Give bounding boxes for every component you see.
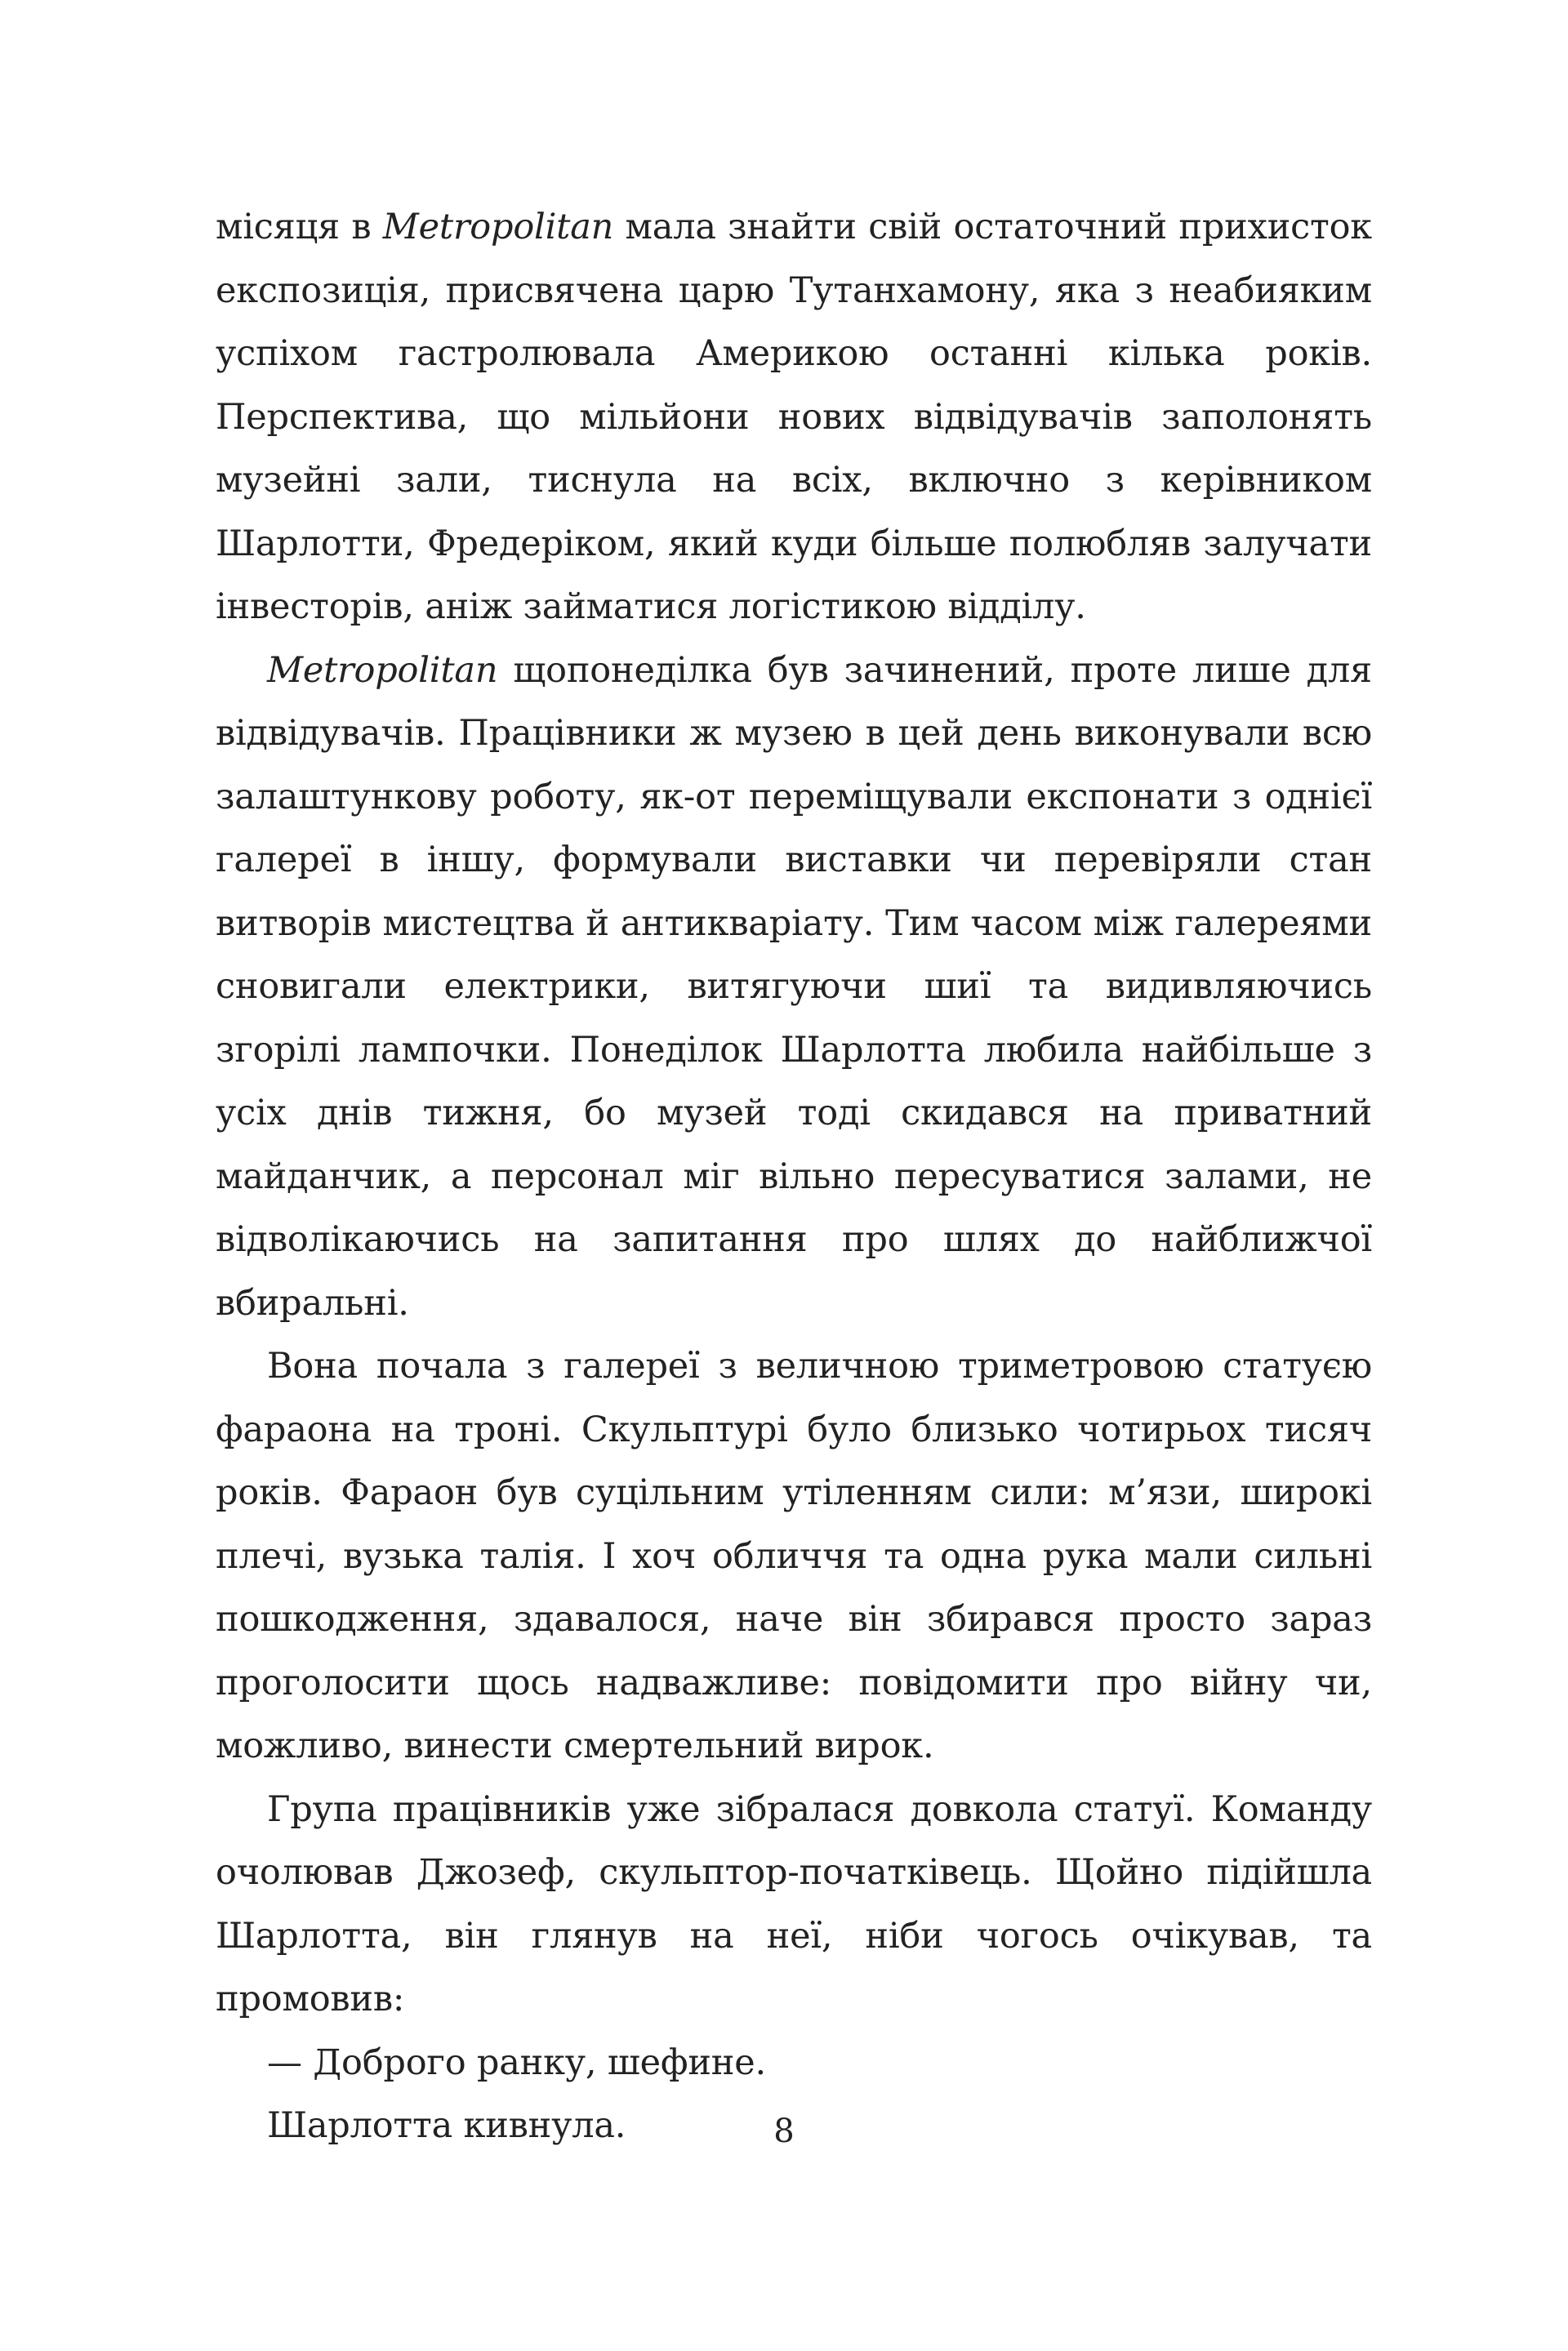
text-segment: Вона почала з галереї з величною триметровою статуєю фараона на троні. Скульптурі було близько чотирьох тисяч років. Фараон був суцільним утіленням сили: м’язи, широкі плечі, вузька талія. І хоч обличчя та одна рука мали сильні пошкодження, здавалося, наче він збирався просто зараз проголосити щось надважливе: повідомити про війну чи, можливо, винести смертельний вирок. — [216, 1346, 1372, 1766]
text-segment: Група працівників уже зібралася довкола статуї. Команду очолював Джозеф, скульптор-початківець. Щойно підійшла Шарлотта, він глянув на неї, ніби чогось очікував, та промовив: — [216, 1788, 1372, 2019]
paragraph — [216, 1779, 1372, 2032]
text-segment: місяця в — [216, 207, 383, 247]
text-segment: — Доброго ранку, шефине. — [267, 2042, 766, 2083]
paragraph — [216, 639, 1372, 1336]
italic-text: Metropolitan — [382, 207, 614, 247]
paragraph — [216, 2032, 1372, 2095]
paragraph — [216, 1335, 1372, 1779]
text-segment: мала знайти свій остаточний прихисток експозиція, присвячена царю Тутанхамону, яка з неабияким успіхом гастролювала Америкою останні кілька років. Перспектива, що мільйони нових відвідувачів заполонять музейні зали, тиснула на всіх, включно з керівником Шарлотти, Фредеріком, який куди більше полюбляв залучати інвесторів, аніж займатися логістикою відділу. — [216, 207, 1372, 627]
paragraph — [216, 196, 1372, 639]
page-number: 8 — [773, 2113, 795, 2150]
body-text — [216, 196, 1372, 2158]
text-segment: щопонеділка був зачинений, проте лише для відвідувачів. Працівники ж музею в цей день виконували всю залаштункову роботу, як-от переміщували експонати з однієї галереї в іншу, формували виставки чи перевіряли стан витворів мистецтва й антикваріату. Тим часом між галереями сновигали електрики, витягуючи шиї та видивляючись згорілі лампочки. Понеділок Шарлотта любила найбільше з усіх днів тижня, бо музей тоді скидався на приватний майданчик, а персонал міг вільно пересуватися залами, не відволікаючись на запитання про шлях до найближчої вбиральні. — [216, 649, 1372, 1324]
text-segment: Шарлотта кивнула. — [267, 2105, 626, 2146]
italic-text: Metropolitan — [267, 649, 498, 691]
